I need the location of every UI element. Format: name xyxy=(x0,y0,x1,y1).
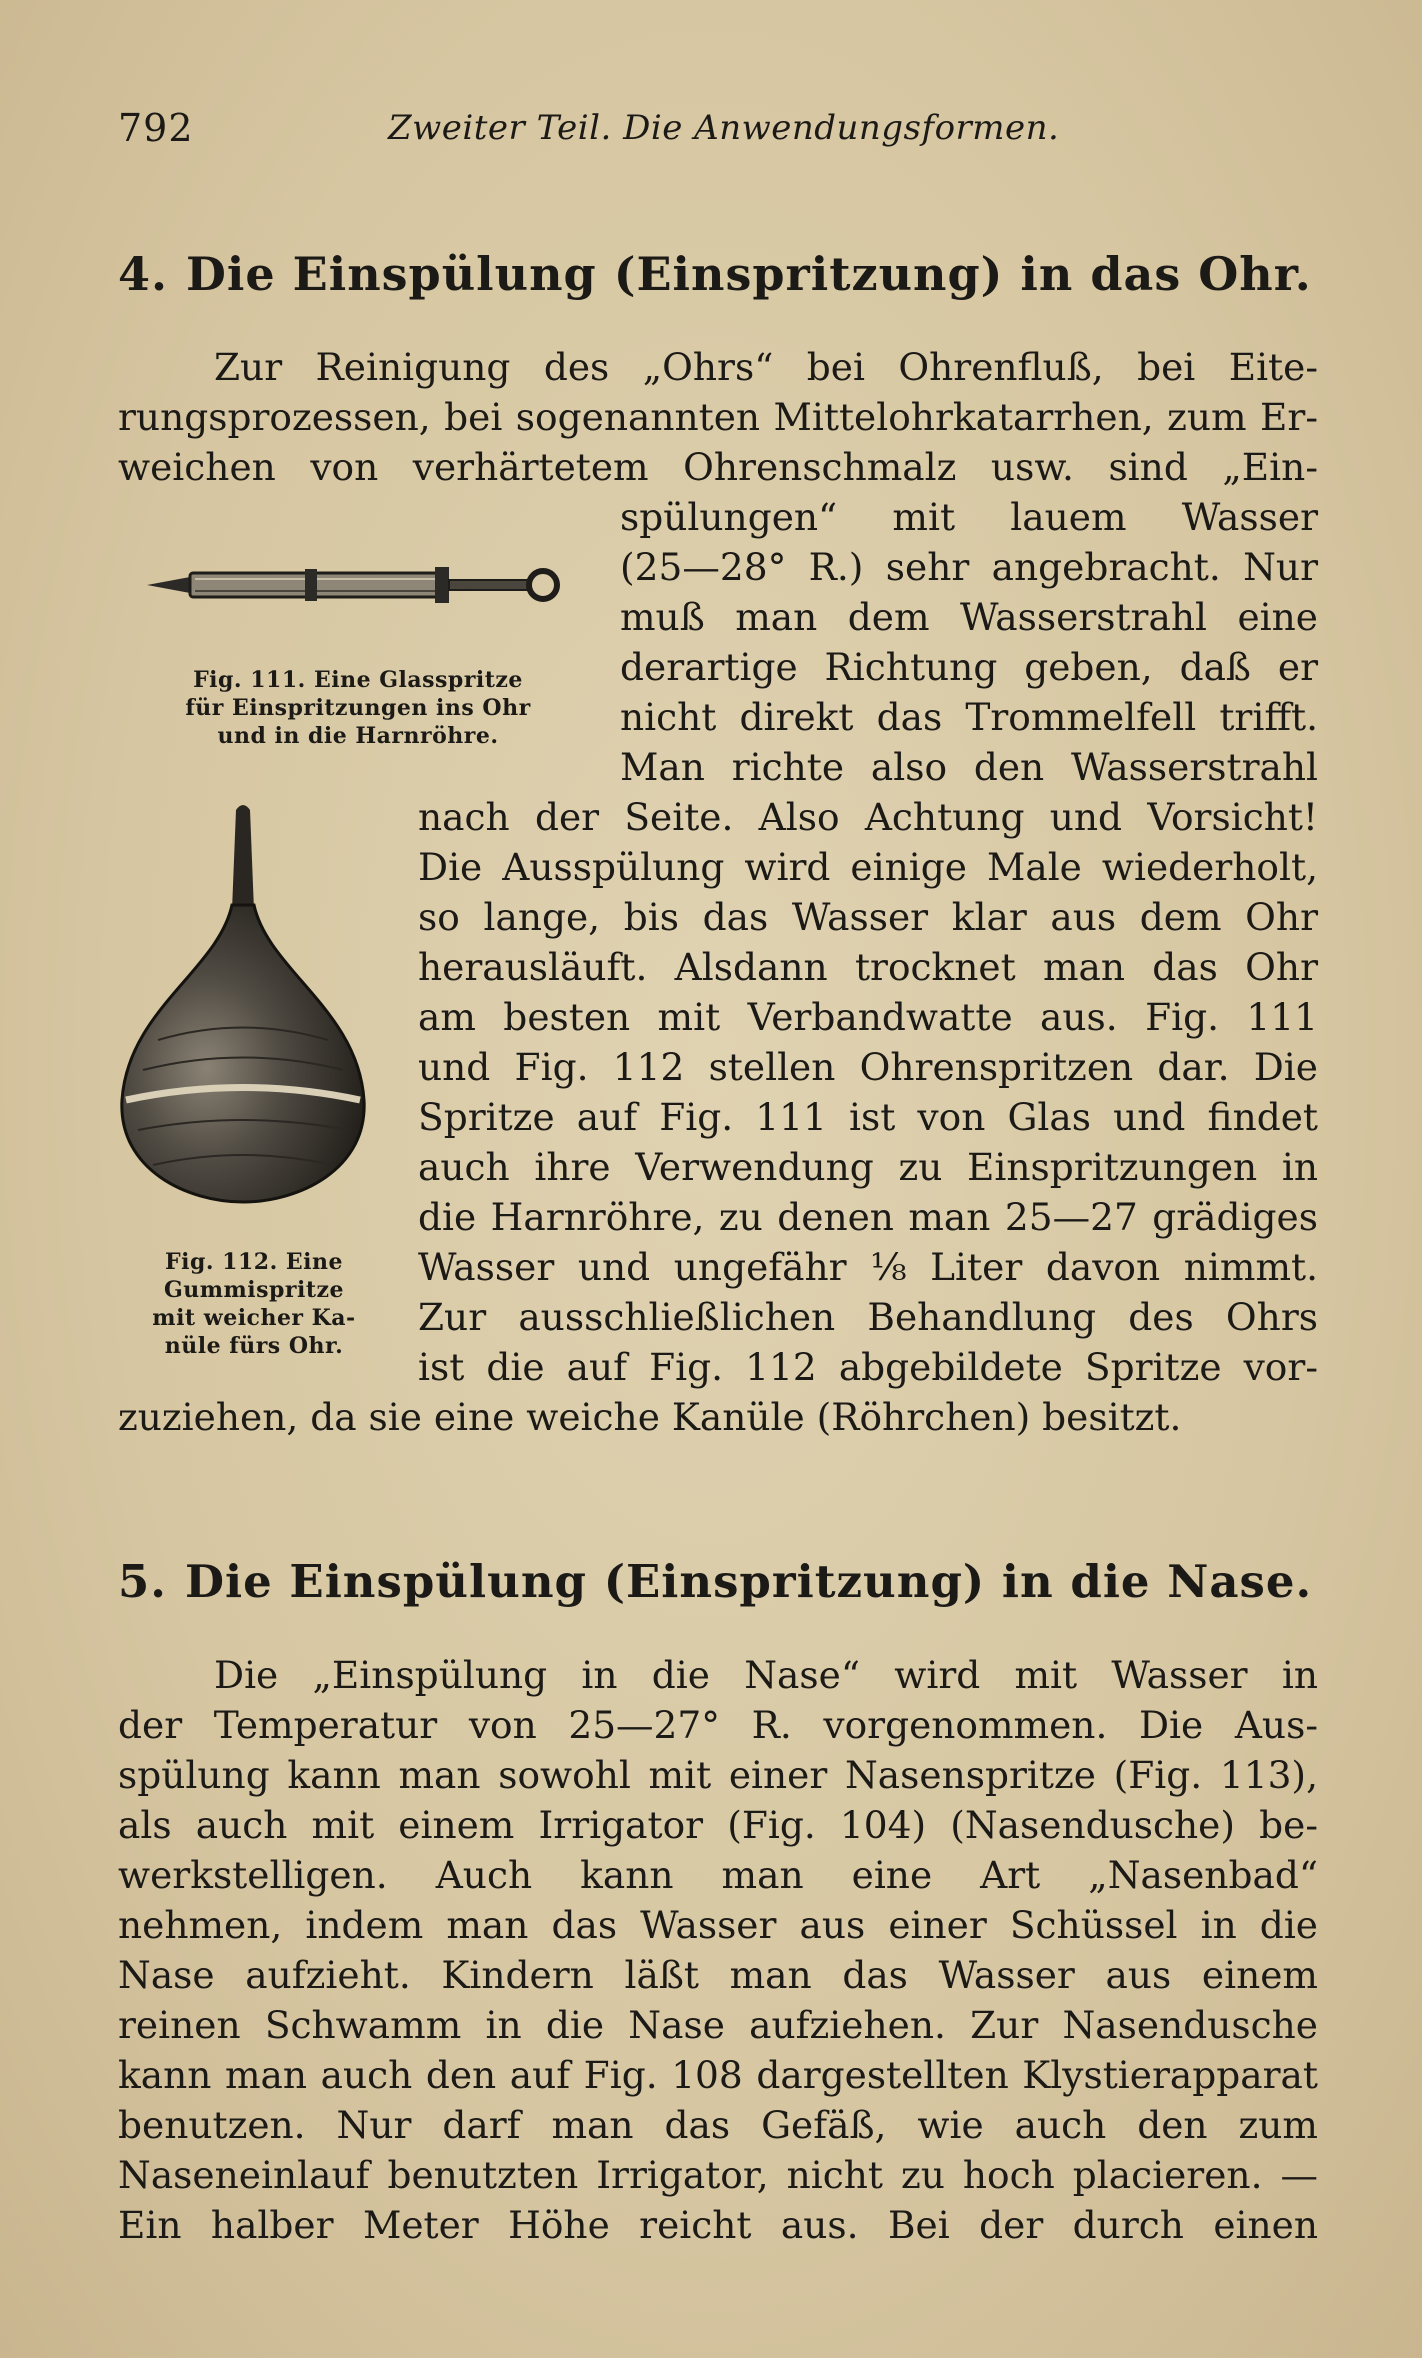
body-line: Nase aufzieht. Kindern läßt man das Wasser aus einem xyxy=(118,1953,1318,1997)
caption-line: Fig. 111. Eine Glasspritze xyxy=(193,667,523,693)
body-line: Naseneinlauf benutzten Irrigator, nicht zu hoch placieren. — xyxy=(118,2153,1318,2197)
running-header xyxy=(118,98,1318,158)
body-line: Man richte also den Wasserstrahl xyxy=(620,745,1318,789)
caption-line: für Einspritzungen ins Ohr xyxy=(185,695,531,721)
body-line: ist die auf Fig. 112 abgebildete Spritze vor- xyxy=(418,1345,1318,1389)
body-line: Die „Einspülung in die Nase“ wird mit Wasser in xyxy=(214,1653,1318,1697)
body-line: der Temperatur von 25—27° R. vorgenommen. Die Aus- xyxy=(118,1703,1318,1747)
body-line: kann man auch den auf Fig. 108 dargestellten Klystierapparat xyxy=(118,2053,1318,2097)
caption-line: und in die Harnröhre. xyxy=(217,723,499,749)
body-line: und Fig. 112 stellen Ohrenspritzen dar. Die xyxy=(418,1045,1318,1089)
fig-112-caption xyxy=(118,1248,390,1360)
body-line: Zur Reinigung des „Ohrs“ bei Ohrenfluß, bei Eite- xyxy=(214,345,1318,389)
body-line: so lange, bis das Wasser klar aus dem Ohr xyxy=(418,895,1318,939)
body-line: spülungen“ mit lauem Wasser xyxy=(620,495,1318,539)
body-line: zuziehen, da sie eine weiche Kanüle (Röhrchen) besitzt. xyxy=(118,1395,1182,1439)
body-line: als auch mit einem Irrigator (Fig. 104) (Nasendusche) be- xyxy=(118,1803,1318,1847)
body-line: Zur ausschließlichen Behandlung des Ohrs xyxy=(418,1295,1318,1339)
body-line: nicht direkt das Trommelfell trifft. xyxy=(620,695,1318,739)
section-5-title: Die Einspülung (Einspritzung) in die Nase. xyxy=(184,1555,1313,1608)
body-line: werkstelligen. Auch kann man eine Art „Nasenbad“ xyxy=(118,1853,1318,1897)
body-line: Spritze auf Fig. 111 ist von Glas und findet xyxy=(418,1095,1318,1139)
body-line: nach der Seite. Also Achtung und Vorsicht! xyxy=(418,795,1318,839)
body-line: benutzen. Nur darf man das Gefäß, wie auch den zum xyxy=(118,2103,1318,2147)
fig-111-caption xyxy=(118,666,598,750)
body-line: Wasser und ungefähr ⅛ Liter davon nimmt. xyxy=(418,1245,1318,1289)
body-line: Ein halber Meter Höhe reicht aus. Bei der durch einen xyxy=(118,2203,1318,2247)
section-4-heading xyxy=(118,232,1318,316)
page-number: 792 xyxy=(118,106,194,150)
section-4-title: Die Einspülung (Einspritzung) in das Ohr. xyxy=(186,247,1312,301)
caption-line: Fig. 112. Eine xyxy=(164,1249,344,1275)
body-line: auch ihre Verwendung zu Einspritzungen in xyxy=(418,1145,1318,1189)
running-title: Zweiter Teil. Die Anwendungsformen. xyxy=(388,108,1060,148)
glass-syringe-icon xyxy=(145,555,560,615)
caption-line: nüle fürs Ohr. xyxy=(164,1333,344,1359)
body-line: muß man dem Wasserstrahl eine xyxy=(620,595,1318,639)
section-4-number: 4. xyxy=(118,247,169,301)
body-line: weichen von verhärtetem Ohrenschmalz usw. sind „Ein- xyxy=(118,445,1318,489)
section-5-number: 5. xyxy=(118,1555,167,1608)
caption-line: Gummispritze xyxy=(163,1277,345,1303)
body-line: am besten mit Verbandwatte aus. Fig. 111 xyxy=(418,995,1318,1039)
section-5-heading xyxy=(118,1540,1318,1624)
body-line: die Harnröhre, zu denen man 25—27 grädiges xyxy=(418,1195,1318,1239)
caption-line: mit weicher Ka- xyxy=(152,1305,356,1331)
body-line: (25—28° R.) sehr angebracht. Nur xyxy=(620,545,1318,589)
body-line: nehmen, indem man das Wasser aus einer Schüssel in die xyxy=(118,1903,1318,1947)
body-line: reinen Schwamm in die Nase aufziehen. Zur Nasendusche xyxy=(118,2003,1318,2047)
body-line: spülung kann man sowohl mit einer Nasenspritze (Fig. 113), xyxy=(118,1753,1318,1797)
body-line: derartige Richtung geben, daß er xyxy=(620,645,1318,689)
body-line: rungsprozessen, bei sogenannten Mittelohrkatarrhen, zum Er- xyxy=(118,395,1318,439)
body-line: Die Ausspülung wird einige Male wiederholt, xyxy=(418,845,1318,889)
body-line: herausläuft. Alsdann trocknet man das Ohr xyxy=(418,945,1318,989)
rubber-bulb-syringe-icon xyxy=(118,800,368,1210)
